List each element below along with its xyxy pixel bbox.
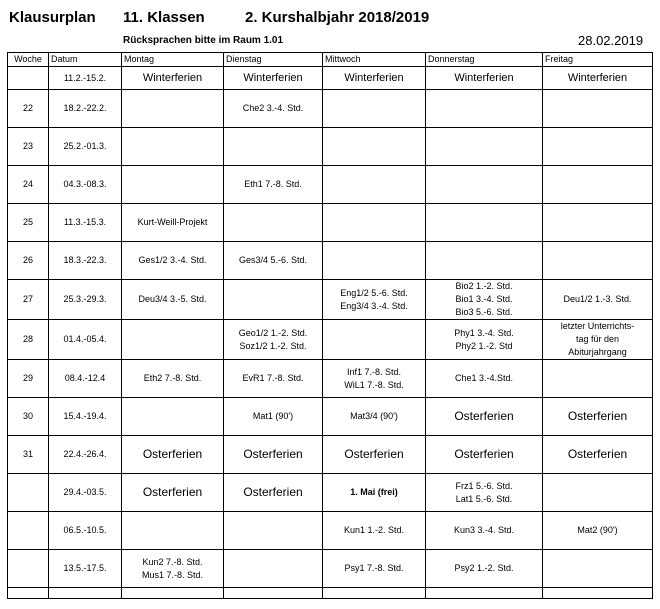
cell-mo — [122, 90, 224, 128]
cell-woche: 28 — [8, 320, 49, 360]
col-header-datum: Datum — [49, 53, 122, 67]
cell-do: Osterferien — [426, 398, 543, 436]
cell-fr — [543, 360, 653, 398]
document-date: 28.02.2019 — [578, 33, 644, 48]
cell-mo — [122, 128, 224, 166]
cell-datum: 11.2.-15.2. — [49, 67, 122, 90]
cell-fr — [543, 90, 653, 128]
cell-mi: Winterferien — [323, 67, 426, 90]
cell-do: Osterferien — [426, 436, 543, 474]
cell-datum: 25.2.-01.3. — [49, 128, 122, 166]
cell-di: Mat1 (90') — [224, 398, 323, 436]
cell-mi — [323, 166, 426, 204]
cell-mo: Winterferien — [122, 67, 224, 90]
cell-fr: Osterferien — [543, 398, 653, 436]
cell-di: Osterferien — [224, 474, 323, 512]
cell-datum: 18.3.-22.3. — [49, 242, 122, 280]
cell-do — [426, 204, 543, 242]
cell-do: Winterferien — [426, 67, 543, 90]
cell-datum: 13.5.-17.5. — [49, 550, 122, 588]
cell-do: Psy2 1.-2. Std. — [426, 550, 543, 588]
cell-fr — [543, 166, 653, 204]
cell-fr: Winterferien — [543, 67, 653, 90]
cell-di — [224, 588, 323, 599]
cell-mi: Eng1/2 5.-6. Std. Eng3/4 3.-4. Std. — [323, 280, 426, 320]
cell-woche: 30 — [8, 398, 49, 436]
cell-woche — [8, 550, 49, 588]
cell-mo — [122, 166, 224, 204]
cell-fr — [543, 550, 653, 588]
table-row — [8, 512, 653, 550]
cell-di: Eth1 7.-8. Std. — [224, 166, 323, 204]
cell-fr: letzter Unterrichts- tag für den Abiturjahrgang — [543, 320, 653, 360]
col-header-donnerstag: Donnerstag — [426, 53, 543, 67]
cell-mi: Mat3/4 (90') — [323, 398, 426, 436]
cell-datum: 11.3.-15.3. — [49, 204, 122, 242]
grade-label: 11. Klassen — [123, 9, 205, 26]
cell-woche: 24 — [8, 166, 49, 204]
cell-di: Geo1/2 1.-2. Std. Soz1/2 1.-2. Std. — [224, 320, 323, 360]
cell-di: Winterferien — [224, 67, 323, 90]
cell-woche — [8, 588, 49, 599]
cell-di: Ges3/4 5.-6. Std. — [224, 242, 323, 280]
cell-woche — [8, 67, 49, 90]
cell-datum: 29.4.-03.5. — [49, 474, 122, 512]
cell-datum: 06.5.-10.5. — [49, 512, 122, 550]
table-row — [8, 280, 653, 320]
table-row — [8, 67, 653, 90]
cell-do: Phy1 3.-4. Std. Phy2 1.-2. Std — [426, 320, 543, 360]
cell-fr: Osterferien — [543, 436, 653, 474]
cell-mi: Inf1 7.-8. Std. WiL1 7.-8. Std. — [323, 360, 426, 398]
exam-schedule-table — [7, 52, 653, 599]
cell-di — [224, 204, 323, 242]
cell-do — [426, 166, 543, 204]
cell-di: Osterferien — [224, 436, 323, 474]
table-row — [8, 550, 653, 588]
cell-do — [426, 90, 543, 128]
cell-di — [224, 280, 323, 320]
table-row — [8, 398, 653, 436]
header-row — [8, 53, 653, 67]
cell-mi — [323, 320, 426, 360]
cell-fr — [543, 128, 653, 166]
cell-fr: Mat2 (90') — [543, 512, 653, 550]
cell-do: Frz1 5.-6. Std. Lat1 5.-6. Std. — [426, 474, 543, 512]
cell-fr — [543, 242, 653, 280]
cell-woche: 25 — [8, 204, 49, 242]
cell-woche — [8, 512, 49, 550]
col-header-mittwoch: Mittwoch — [323, 53, 426, 67]
subtitle-note: Rücksprachen bitte im Raum 1.01 — [123, 35, 284, 46]
cell-datum: 01.4.-05.4. — [49, 320, 122, 360]
cell-fr — [543, 474, 653, 512]
table-row — [8, 90, 653, 128]
cell-datum: 08.4.-12.4 — [49, 360, 122, 398]
table-row — [8, 360, 653, 398]
table-row — [8, 242, 653, 280]
cell-do: Che1 3.-4.Std. — [426, 360, 543, 398]
cell-do: Kun3 3.-4. Std. — [426, 512, 543, 550]
table-row — [8, 128, 653, 166]
cell-mi — [323, 90, 426, 128]
cell-mo — [122, 398, 224, 436]
cell-mo: Deu3/4 3.-5. Std. — [122, 280, 224, 320]
cell-datum — [49, 588, 122, 599]
col-header-freitag: Freitag — [543, 53, 653, 67]
cell-fr — [543, 204, 653, 242]
table-row — [8, 436, 653, 474]
cell-mo: Osterferien — [122, 474, 224, 512]
table-row — [8, 474, 653, 512]
cell-di — [224, 512, 323, 550]
cell-woche: 29 — [8, 360, 49, 398]
cell-datum: 15.4.-19.4. — [49, 398, 122, 436]
cell-di — [224, 128, 323, 166]
document-title: Klausurplan — [9, 9, 96, 26]
cell-mi — [323, 128, 426, 166]
cell-mi — [323, 242, 426, 280]
table-row — [8, 204, 653, 242]
cell-mi: Kun1 1.-2. Std. — [323, 512, 426, 550]
cell-do — [426, 242, 543, 280]
cell-mo — [122, 512, 224, 550]
cell-datum: 25.3.-29.3. — [49, 280, 122, 320]
cell-woche: 31 — [8, 436, 49, 474]
cell-woche — [8, 474, 49, 512]
cell-woche: 26 — [8, 242, 49, 280]
term-label: 2. Kurshalbjahr 2018/2019 — [245, 9, 430, 26]
cell-mo: Kun2 7.-8. Std. Mus1 7.-8. Std. — [122, 550, 224, 588]
cell-mi — [323, 588, 426, 599]
cell-datum: 18.2.-22.2. — [49, 90, 122, 128]
cell-mo: Osterferien — [122, 436, 224, 474]
cell-woche: 22 — [8, 90, 49, 128]
cell-mo — [122, 320, 224, 360]
cell-woche: 23 — [8, 128, 49, 166]
cell-mi — [323, 204, 426, 242]
cell-mo — [122, 588, 224, 599]
cell-mo: Kurt-Weill-Projekt — [122, 204, 224, 242]
col-header-woche: Woche — [8, 53, 49, 67]
table-row — [8, 320, 653, 360]
col-header-dienstag: Dienstag — [224, 53, 323, 67]
cell-fr — [543, 588, 653, 599]
table-row — [8, 588, 653, 599]
cell-di: EvR1 7.-8. Std. — [224, 360, 323, 398]
cell-do: Bio2 1.-2. Std. Bio1 3.-4. Std. Bio3 5.-6. Std. — [426, 280, 543, 320]
cell-datum: 22.4.-26.4. — [49, 436, 122, 474]
cell-di: Che2 3.-4. Std. — [224, 90, 323, 128]
cell-do — [426, 128, 543, 166]
cell-mi: Psy1 7.-8. Std. — [323, 550, 426, 588]
cell-woche: 27 — [8, 280, 49, 320]
cell-datum: 04.3.-08.3. — [49, 166, 122, 204]
cell-di — [224, 550, 323, 588]
cell-mi: Osterferien — [323, 436, 426, 474]
table-row — [8, 166, 653, 204]
cell-do — [426, 588, 543, 599]
cell-mi: 1. Mai (frei) — [323, 474, 426, 512]
col-header-montag: Montag — [122, 53, 224, 67]
cell-mo: Ges1/2 3.-4. Std. — [122, 242, 224, 280]
cell-mo: Eth2 7.-8. Std. — [122, 360, 224, 398]
cell-fr: Deu1/2 1.-3. Std. — [543, 280, 653, 320]
